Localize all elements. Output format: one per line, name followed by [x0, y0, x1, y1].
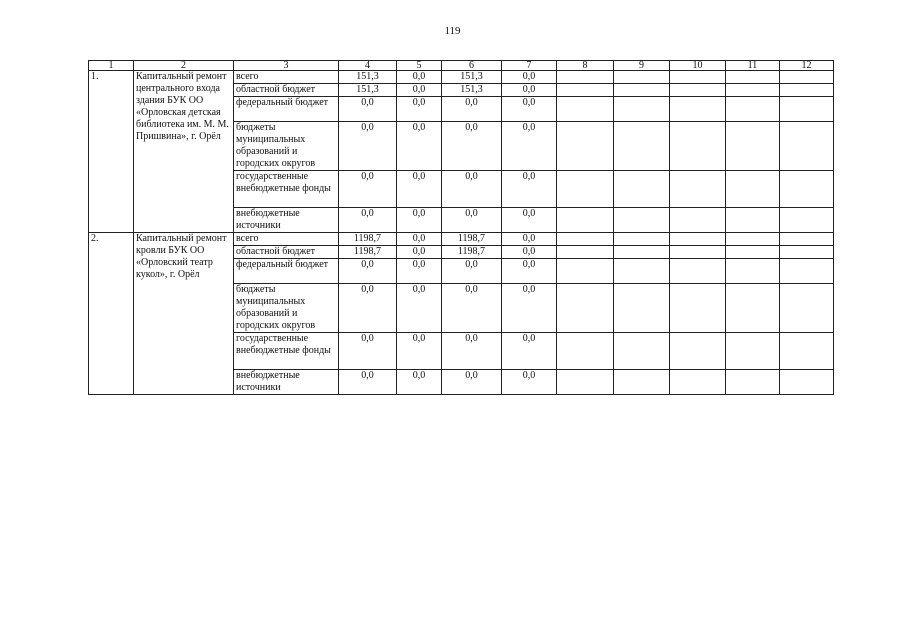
value-cell: 1198,7	[339, 233, 397, 246]
empty-cell	[726, 333, 780, 370]
value-cell: 0,0	[339, 259, 397, 284]
empty-cell	[780, 370, 834, 395]
value-cell: 0,0	[502, 71, 557, 84]
empty-cell	[614, 246, 670, 259]
value-cell: 0,0	[442, 122, 502, 171]
value-cell: 0,0	[339, 97, 397, 122]
value-cell: 0,0	[442, 171, 502, 208]
value-cell: 0,0	[442, 370, 502, 395]
source-name: федеральный бюджет	[234, 97, 339, 122]
empty-cell	[670, 259, 726, 284]
column-header: 7	[502, 61, 557, 71]
value-cell: 1198,7	[442, 233, 502, 246]
empty-cell	[614, 122, 670, 171]
empty-cell	[726, 259, 780, 284]
empty-cell	[670, 71, 726, 84]
value-cell: 0,0	[397, 122, 442, 171]
value-cell: 0,0	[442, 97, 502, 122]
empty-cell	[670, 246, 726, 259]
value-cell: 0,0	[502, 259, 557, 284]
source-name: областной бюджет	[234, 84, 339, 97]
value-cell: 151,3	[339, 84, 397, 97]
empty-cell	[557, 171, 614, 208]
page-number: 119	[444, 25, 461, 37]
value-cell: 151,3	[339, 71, 397, 84]
value-cell: 0,0	[397, 259, 442, 284]
empty-cell	[557, 333, 614, 370]
empty-cell	[726, 97, 780, 122]
object-name: Капитальный ремонт центрального входа здания БУК ОО «Орловская детская библиотека им. М. М. Пришвина», г. Орёл	[134, 71, 234, 233]
empty-cell	[780, 84, 834, 97]
column-header: 5	[397, 61, 442, 71]
empty-cell	[614, 84, 670, 97]
column-header: 6	[442, 61, 502, 71]
source-name: бюджеты муниципальных образований и городских округов	[234, 284, 339, 333]
empty-cell	[670, 284, 726, 333]
value-cell: 0,0	[397, 97, 442, 122]
empty-cell	[726, 284, 780, 333]
empty-cell	[726, 233, 780, 246]
value-cell: 0,0	[397, 333, 442, 370]
value-cell: 0,0	[339, 284, 397, 333]
value-cell: 0,0	[502, 246, 557, 259]
value-cell: 0,0	[502, 97, 557, 122]
row-index: 1.	[89, 71, 134, 233]
value-cell: 0,0	[442, 259, 502, 284]
empty-cell	[557, 246, 614, 259]
value-cell: 0,0	[397, 370, 442, 395]
source-name: всего	[234, 71, 339, 84]
source-name: государственные внебюджетные фонды	[234, 333, 339, 370]
row-index: 2.	[89, 233, 134, 395]
value-cell: 0,0	[442, 333, 502, 370]
value-cell: 0,0	[502, 208, 557, 233]
column-header: 1	[89, 61, 134, 71]
column-header: 11	[726, 61, 780, 71]
value-cell: 0,0	[502, 284, 557, 333]
empty-cell	[557, 71, 614, 84]
empty-cell	[780, 171, 834, 208]
value-cell: 0,0	[397, 284, 442, 333]
empty-cell	[780, 71, 834, 84]
value-cell: 0,0	[502, 84, 557, 97]
source-name: бюджеты муниципальных образований и городских округов	[234, 122, 339, 171]
value-cell: 0,0	[339, 370, 397, 395]
column-header: 8	[557, 61, 614, 71]
empty-cell	[557, 97, 614, 122]
value-cell: 0,0	[502, 122, 557, 171]
empty-cell	[780, 259, 834, 284]
value-cell: 0,0	[397, 246, 442, 259]
source-name: государственные внебюджетные фонды	[234, 171, 339, 208]
empty-cell	[670, 233, 726, 246]
empty-cell	[557, 84, 614, 97]
value-cell: 0,0	[442, 284, 502, 333]
empty-cell	[614, 259, 670, 284]
value-cell: 1198,7	[442, 246, 502, 259]
value-cell: 1198,7	[339, 246, 397, 259]
table-row	[89, 233, 834, 246]
empty-cell	[557, 122, 614, 171]
value-cell: 0,0	[502, 171, 557, 208]
source-name: федеральный бюджет	[234, 259, 339, 284]
empty-cell	[557, 284, 614, 333]
column-header: 10	[670, 61, 726, 71]
value-cell: 0,0	[442, 208, 502, 233]
value-cell: 151,3	[442, 84, 502, 97]
empty-cell	[780, 208, 834, 233]
source-name: внебюджетные источники	[234, 208, 339, 233]
empty-cell	[614, 370, 670, 395]
empty-cell	[614, 208, 670, 233]
value-cell: 0,0	[397, 233, 442, 246]
empty-cell	[726, 84, 780, 97]
empty-cell	[670, 333, 726, 370]
empty-cell	[614, 233, 670, 246]
value-cell: 0,0	[397, 208, 442, 233]
column-header: 9	[614, 61, 670, 71]
empty-cell	[780, 284, 834, 333]
empty-cell	[780, 333, 834, 370]
empty-cell	[614, 97, 670, 122]
empty-cell	[726, 171, 780, 208]
value-cell: 0,0	[502, 233, 557, 246]
value-cell: 0,0	[502, 370, 557, 395]
empty-cell	[670, 84, 726, 97]
empty-cell	[726, 208, 780, 233]
value-cell: 0,0	[397, 71, 442, 84]
empty-cell	[614, 71, 670, 84]
value-cell: 0,0	[339, 333, 397, 370]
column-header: 4	[339, 61, 397, 71]
value-cell: 0,0	[339, 171, 397, 208]
value-cell: 0,0	[397, 84, 442, 97]
empty-cell	[557, 370, 614, 395]
header-row	[89, 61, 834, 71]
column-header: 3	[234, 61, 339, 71]
budget-table	[88, 60, 834, 395]
column-header: 2	[134, 61, 234, 71]
table-row	[89, 71, 834, 84]
empty-cell	[614, 171, 670, 208]
source-name: областной бюджет	[234, 246, 339, 259]
object-name: Капитальный ремонт кровли БУК ОО «Орловский театр кукол», г. Орёл	[134, 233, 234, 395]
empty-cell	[557, 208, 614, 233]
empty-cell	[670, 171, 726, 208]
source-name: всего	[234, 233, 339, 246]
empty-cell	[780, 122, 834, 171]
empty-cell	[557, 233, 614, 246]
empty-cell	[780, 97, 834, 122]
column-header: 12	[780, 61, 834, 71]
empty-cell	[670, 97, 726, 122]
empty-cell	[780, 233, 834, 246]
empty-cell	[614, 333, 670, 370]
empty-cell	[780, 246, 834, 259]
value-cell: 0,0	[397, 171, 442, 208]
value-cell: 0,0	[502, 333, 557, 370]
source-name: внебюджетные источники	[234, 370, 339, 395]
empty-cell	[726, 246, 780, 259]
empty-cell	[557, 259, 614, 284]
empty-cell	[670, 370, 726, 395]
empty-cell	[614, 284, 670, 333]
value-cell: 0,0	[339, 208, 397, 233]
empty-cell	[670, 208, 726, 233]
value-cell: 0,0	[339, 122, 397, 171]
value-cell: 151,3	[442, 71, 502, 84]
empty-cell	[726, 370, 780, 395]
empty-cell	[726, 122, 780, 171]
empty-cell	[726, 71, 780, 84]
empty-cell	[670, 122, 726, 171]
